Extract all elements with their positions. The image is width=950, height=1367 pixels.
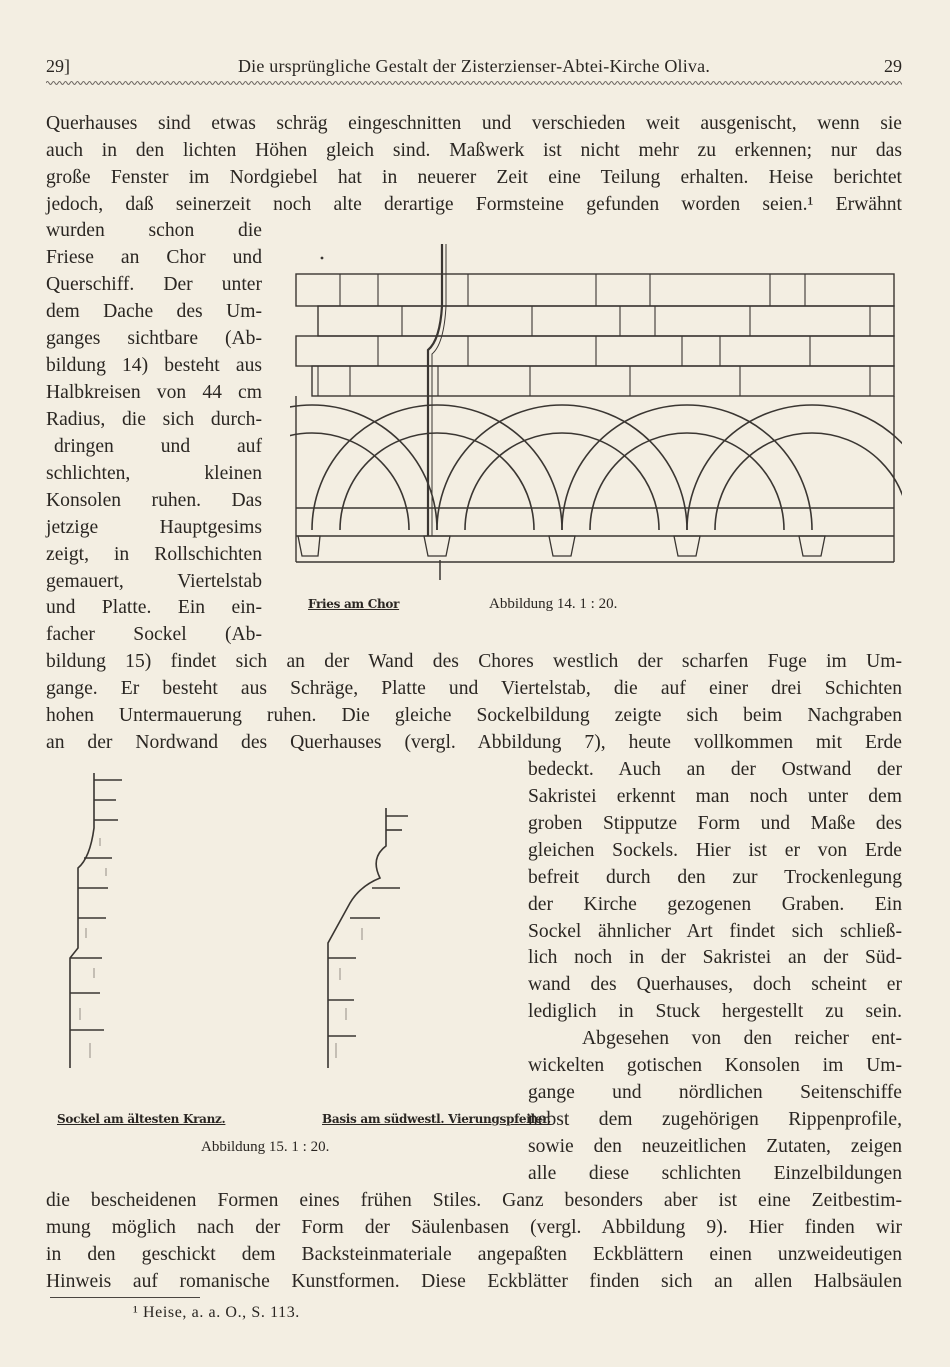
text-line: Abgesehen von den reicher ent- — [582, 1028, 902, 1049]
text-line: lich noch in der Sakristei an der Süd- — [528, 947, 902, 968]
text-line: große Fenster im Nordgiebel hat in neuerer Zeit eine Teilung erhalten. Heise berichtet — [46, 167, 902, 188]
text-line: jedoch, daß seinerzeit noch alte derartige Formsteine gefunden worden seien.¹ Erwähnt — [46, 194, 902, 215]
text-line: zeigt, in Rollschichten — [46, 544, 262, 565]
running-header — [46, 52, 902, 82]
text-line: facher Sockel (Ab- — [46, 624, 262, 645]
text-line: hohen Untermauerung ruhen. Die gleiche Sockelbildung zeigte sich beim Nachgraben — [46, 705, 902, 726]
text-line: gange und nördlichen Seitenschiffe — [528, 1082, 902, 1103]
running-title: Die ursprüngliche Gestalt der Zisterzienser-Abtei-Kirche Oliva. — [237, 56, 711, 76]
text-line: in den geschickt dem Backsteinmateriale angepaßten Eckblättern einen unzweideutigen — [46, 1244, 902, 1265]
text-line: dem Dache des Um- — [46, 301, 262, 322]
page-number-left: 29] — [46, 56, 70, 76]
text-line: Querschiff. Der unter — [46, 274, 262, 295]
text-line: gleichen Sockels. Hier ist er von Erde — [528, 840, 902, 861]
text-line: sowie den neuzeitlichen Zutaten, zeigen — [528, 1136, 902, 1157]
figure-15-base-profiles — [50, 768, 525, 1093]
text-line: wand des Querhauses, doch scheint er — [528, 974, 902, 995]
footnote-rule — [50, 1297, 200, 1298]
text-line: Sakristei erkennt man noch unter dem — [528, 786, 902, 807]
text-line: und Platte. Ein ein- — [46, 597, 262, 618]
text-line: wurden schon die — [46, 220, 262, 241]
text-line: bildung 14) besteht aus — [46, 355, 262, 376]
text-line: Konsolen ruhen. Das — [46, 490, 262, 511]
text-line: ganges sichtbare (Ab- — [46, 328, 262, 349]
header-wavy-rule — [46, 79, 902, 87]
text-line: bildung 15) findet sich an der Wand des Chores westlich der scharfen Fuge im Um- — [46, 651, 902, 672]
text-line: der Kirche gezogenen Graben. Ein — [528, 894, 902, 915]
text-line: Friese an Chor und — [46, 247, 262, 268]
text-line: nebst dem zugehörigen Rippenprofile, — [528, 1109, 902, 1130]
text-line: gange. Er besteht aus Schräge, Platte und Viertelstab, die auf einer drei Schichten — [46, 678, 902, 699]
text-line: schlichten, kleinen — [46, 463, 262, 484]
text-line: Halbkreisen von 44 cm — [46, 382, 262, 403]
text-line: Hinweis auf romanische Kunstformen. Diese Eckblätter finden sich an allen Halbsäulen — [46, 1271, 902, 1292]
text-line: Radius, die sich durch- — [46, 409, 262, 430]
figure-14-caption: Abbildung 14. 1 : 20. — [489, 596, 618, 612]
text-line: bedeckt. Auch an der Ostwand der — [528, 759, 902, 780]
text-line: gemauert, Viertelstab — [46, 571, 262, 592]
text-line: die bescheidenen Formen eines frühen Stiles. Ganz besonders aber ist eine Zeitbestim- — [46, 1190, 902, 1211]
text-line: wickelten gotischen Konsolen im Um- — [528, 1055, 902, 1076]
figure-15-caption: Abbildung 15. 1 : 20. — [201, 1139, 330, 1155]
text-line: jetzige Hauptgesims — [46, 517, 262, 538]
footnote: ¹ Heise, a. a. O., S. 113. — [133, 1304, 300, 1321]
text-line: mung möglich nach der Form der Säulenbasen (vergl. Abbildung 9). Hier finden wir — [46, 1217, 902, 1238]
text-line: alle diese schlichten Einzelbildungen — [528, 1163, 902, 1184]
figure-14-frieze-drawing — [290, 240, 902, 585]
text-line: groben Stipputze Form und Maße des — [528, 813, 902, 834]
text-line: auch in den lichten Höhen gleich sind. Maßwerk ist nicht mehr zu erkennen; nur das — [46, 140, 902, 161]
page-number-right: 29 — [884, 56, 902, 76]
text-line: an der Nordwand des Querhauses (vergl. Abbildung 7), heute vollkommen mit Erde — [46, 732, 902, 753]
text-line: Querhauses sind etwas schräg eingeschnitten und verschieden weit ausgenischt, wenn sie — [46, 113, 902, 134]
text-line: Sockel ähnlicher Art findet sich schließ- — [528, 921, 902, 942]
figure-14-sketch-label: Fries am Chor — [308, 597, 400, 611]
figure-15-label-left: Sockel am ältesten Kranz. — [57, 1112, 226, 1126]
figure-15-label-right: Basis am südwestl. Vierungspfeiler. — [322, 1112, 551, 1126]
text-line: lediglich in Stuck hergestellt zu sein. — [528, 1001, 902, 1022]
text-line: dringen und auf — [54, 436, 262, 457]
text-line: befreit durch den zur Trockenlegung — [528, 867, 902, 888]
